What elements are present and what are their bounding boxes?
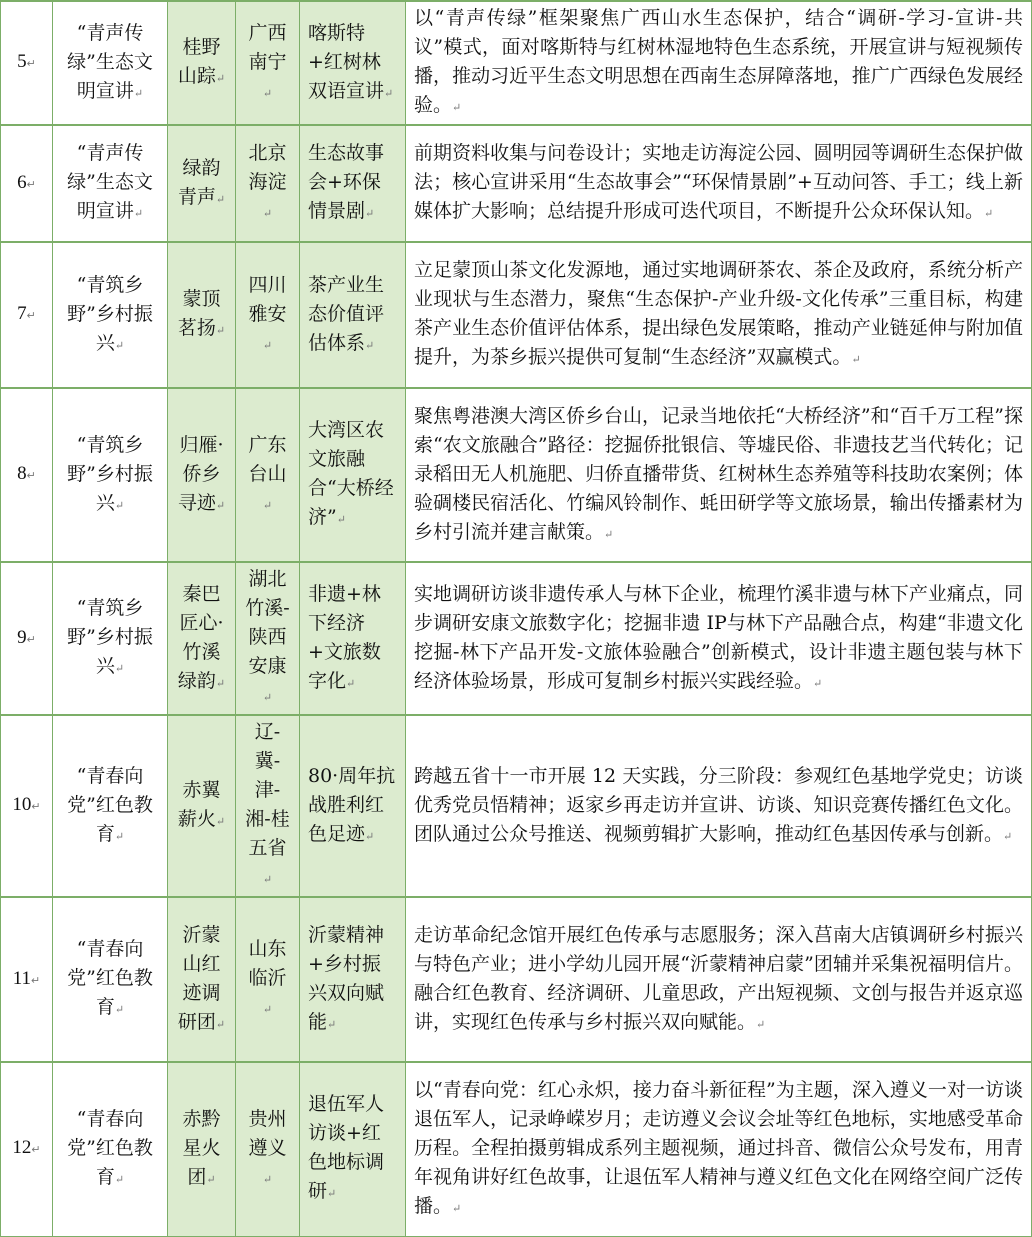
team-name: 归雁·侨乡寻迹 — [177, 433, 224, 514]
focus-text: 喀斯特+红树林双语宣讲 — [308, 21, 385, 102]
team-cell: 秦巴匠心·竹溪绿韵↵ — [168, 562, 236, 715]
team-name: 沂蒙山红迹调研团 — [177, 923, 221, 1033]
theme-text: “青春向党”红色教育 — [67, 1107, 153, 1188]
row-number-cell: 6↵ — [1, 125, 53, 242]
theme-cell: “青筑乡野”乡村振兴↵ — [53, 242, 168, 388]
row-number: 5 — [17, 51, 27, 72]
row-number: 12 — [12, 1137, 32, 1159]
table-row — [1, 715, 1032, 897]
description-text: 聚焦粤港澳大湾区侨乡台山，记录当地依托“大桥经济”和“百千万工程”探索“农文旅融合”路径：挖掘侨批银信、等墟民俗、非遗技艺当代转化；记录稻田无人机施肥、归侨直播带货、红树林生态养殖等科技助农案例；体验碉楼民宿活化、竹编风铃制作、蚝田研学等文旅场景，输出传播素材为乡村引流并建言献策。 — [414, 404, 1023, 543]
location-cell: 北京海淀↵ — [236, 125, 300, 242]
team-cell: 沂蒙山红迹调研团↵ — [168, 897, 236, 1062]
focus-cell: 退伍军人访谈+红色地标调研↵ — [300, 1062, 406, 1236]
table-row — [1, 242, 1032, 388]
theme-cell: “青春向党”红色教育↵ — [53, 1062, 168, 1236]
table-left-edge — [0, 0, 1, 1166]
focus-cell: 喀斯特+红树林双语宣讲↵ — [300, 1, 406, 125]
theme-cell: “青春向党”红色教育↵ — [53, 897, 168, 1062]
location-text: 湖北竹溪-陕西安康 — [245, 568, 290, 677]
team-cell: 绿韵青声↵ — [168, 125, 236, 242]
location-cell: 四川雅安↵ — [236, 242, 300, 388]
description-cell: 走访革命纪念馆开展红色传承与志愿服务；深入莒南大店镇调研乡村振兴与特色产业；进小学幼儿园开展“沂蒙精神启蒙”团辅并采集祝福明信片。融合红色教育、经济调研、儿童思政，产出短视频、文创与报告并返京巡讲，实现红色传承与乡村振兴双向赋能。↵ — [406, 897, 1032, 1062]
team-name: 绿韵青声 — [177, 156, 221, 208]
focus-cell: 生态故事会+环保情景剧↵ — [300, 125, 406, 242]
focus-text: 沂蒙精神+乡村振兴双向赋能 — [308, 923, 385, 1033]
description-text: 立足蒙顶山茶文化发源地，通过实地调研茶农、茶企及政府，系统分析产业现状与生态潜力，聚焦“生态保护-产业升级-文化传承”三重目标，构建茶产业生态价值评估体系，提出绿色发展策略，推动产业链延伸与附加值提升，为茶乡振兴提供可复制“生态经济”双赢模式。 — [414, 259, 1023, 368]
table-row — [1, 1062, 1032, 1236]
theme-cell: “青筑乡野”乡村振兴↵ — [53, 562, 168, 715]
focus-text: 退伍军人访谈+红色地标调研 — [308, 1093, 385, 1203]
table-row — [1, 562, 1032, 715]
table-row — [1, 388, 1032, 562]
team-cell: 归雁·侨乡寻迹↵ — [168, 388, 236, 562]
focus-cell: 沂蒙精神+乡村振兴双向赋能↵ — [300, 897, 406, 1062]
focus-text: 茶产业生态价值评估体系 — [308, 273, 385, 354]
location-cell: 贵州遵义↵ — [236, 1062, 300, 1236]
location-cell: 山东临沂↵ — [236, 897, 300, 1062]
team-cell: 桂野山踪↵ — [168, 1, 236, 125]
description-cell: 以“青声传绿”框架聚焦广西山水生态保护，结合“调研-学习-宣讲-共议”模式，面对喀斯特与红树林湿地特色生态系统，开展宣讲与短视频传播，推动习近平生态文明思想在西南生态屏障落地，推广广西绿色发展经验。↵ — [406, 1, 1032, 125]
row-number-cell: 9↵ — [1, 562, 53, 715]
row-number: 6 — [17, 171, 27, 193]
focus-cell: 大湾区农文旅融合“大桥经济”↵ — [300, 388, 406, 562]
description-text: 跨越五省十一市开展 12 天实践，分三阶段：参观红色基地学党史；访谈优秀党员悟精神；返家乡再走访并宣讲、访谈、知识竞赛传播红色文化。团队通过公众号推送、视频剪辑扩大影响，推动红色基因传承与创新。 — [414, 764, 1023, 845]
row-number-cell: 5↵ — [1, 1, 53, 125]
table-row — [1, 1, 1032, 125]
location-cell: 湖北竹溪-陕西安康↵ — [236, 562, 300, 715]
description-cell: 前期资料收集与问卷设计；实地走访海淀公园、圆明园等调研生态保护做法；核心宣讲采用“生态故事会”“环保情景剧”+互动问答、手工；线上新媒体扩大影响；总结提升形成可迭代项目，不断提升公众环保认知。↵ — [406, 125, 1032, 242]
location-cell: 辽-冀-津-湘-桂五省↵ — [236, 715, 300, 897]
focus-text: 生态故事会+环保情景剧 — [308, 142, 385, 222]
row-number-cell: 7↵ — [1, 242, 53, 388]
focus-cell: 茶产业生态价值评估体系↵ — [300, 242, 406, 388]
focus-cell: 80·周年抗战胜利红色足迹↵ — [300, 715, 406, 897]
description-cell: 聚焦粤港澳大湾区侨乡台山，记录当地依托“大桥经济”和“百千万工程”探索“农文旅融合”路径：挖掘侨批银信、等墟民俗、非遗技艺当代转化；记录稻田无人机施肥、归侨直播带货、红树林生态养殖等科技助农案例；体验碉楼民宿活化、竹编风铃制作、蚝田研学等文旅场景，输出传播素材为乡村引流并建言献策。↵ — [406, 388, 1032, 562]
location-text: 四川雅安 — [248, 273, 287, 325]
description-text: 实地调研访谈非遗传承人与林下企业，梳理竹溪非遗与林下产业痛点，同步调研安康文旅数字化；挖掘非遗 IP与林下产品融合点，构建“非遗文化挖掘-林下产品开发-文旅体验融合”创新模式，设计非遗主题包装与林下经济体验场景，形成可复制乡村振兴实践经验。 — [414, 582, 1023, 692]
table-row — [1, 897, 1032, 1062]
theme-text: “青春向党”红色教育 — [67, 938, 153, 1018]
row-number: 11 — [12, 967, 32, 989]
description-cell: 实地调研访谈非遗传承人与林下企业，梳理竹溪非遗与林下产业痛点，同步调研安康文旅数字化；挖掘非遗 IP与林下产品融合点，构建“非遗文化挖掘-林下产品开发-文旅体验融合”创新模式，设计非遗主题包装与林下经济体验场景，形成可复制乡村振兴实践经验。↵ — [406, 562, 1032, 715]
theme-cell: “青筑乡野”乡村振兴↵ — [53, 388, 168, 562]
team-name: 秦巴匠心·竹溪绿韵 — [177, 582, 224, 692]
description-cell: 跨越五省十一市开展 12 天实践，分三阶段：参观红色基地学党史；访谈优秀党员悟精神；返家乡再走访并宣讲、访谈、知识竞赛传播红色文化。团队通过公众号推送、视频剪辑扩大影响，推动红色基因传承与创新。↵ — [406, 715, 1032, 897]
focus-text: 80·周年抗战胜利红色足迹 — [308, 764, 396, 845]
description-text: 以“青春向党：红心永炽，接力奋斗新征程”为主题，深入遵义一对一访谈退伍军人，记录峥嵘岁月；走访遵义会议会址等红色地标，实地感受革命历程。全程拍摄剪辑成系列主题视频，通过抖音、微信公众号发布，用青年视角讲好红色故事，让退伍军人精神与遵义红色文化在网络空间广泛传播。 — [414, 1078, 1023, 1217]
theme-text: “青筑乡野”乡村振兴 — [67, 597, 153, 677]
location-text: 山东临沂 — [248, 938, 287, 989]
location-text: 贵州遵义 — [248, 1107, 287, 1159]
team-cell: 蒙顶茗扬↵ — [168, 242, 236, 388]
location-cell: 广东台山↵ — [236, 388, 300, 562]
team-cell: 赤黔星火团↵ — [168, 1062, 236, 1236]
location-text: 辽-冀-津-湘-桂五省 — [245, 721, 290, 859]
team-name: 蒙顶茗扬 — [177, 288, 221, 339]
row-number-cell: 11↵ — [1, 897, 53, 1062]
location-text: 北京海淀 — [248, 142, 287, 193]
row-number-cell: 10↵ — [1, 715, 53, 897]
description-cell: 以“青春向党：红心永炽，接力奋斗新征程”为主题，深入遵义一对一访谈退伍军人，记录峥嵘岁月；走访遵义会议会址等红色地标，实地感受革命历程。全程拍摄剪辑成系列主题视频，通过抖音、微信公众号发布，用青年视角讲好红色故事，让退伍军人精神与遵义红色文化在网络空间广泛传播。↵ — [406, 1062, 1032, 1236]
description-text: 走访革命纪念馆开展红色传承与志愿服务；深入莒南大店镇调研乡村振兴与特色产业；进小学幼儿园开展“沂蒙精神启蒙”团辅并采集祝福明信片。融合红色教育、经济调研、儿童思政，产出短视频、文创与报告并返京巡讲，实现红色传承与乡村振兴双向赋能。 — [414, 923, 1023, 1033]
team-name: 桂野山踪 — [177, 36, 221, 87]
location-cell: 广西南宁↵ — [236, 1, 300, 125]
theme-cell: “青声传绿”生态文明宣讲↵ — [53, 1, 168, 125]
location-text: 广东台山 — [248, 433, 287, 485]
theme-text: “青春向党”红色教育 — [67, 764, 153, 845]
description-cell: 立足蒙顶山茶文化发源地，通过实地调研茶农、茶企及政府，系统分析产业现状与生态潜力，聚焦“生态保护-产业升级-文化传承”三重目标，构建茶产业生态价值评估体系，提出绿色发展策略，推动产业链延伸与附加值提升，为茶乡振兴提供可复制“生态经济”双赢模式。↵ — [406, 242, 1032, 388]
theme-text: “青声传绿”生态文明宣讲 — [67, 21, 153, 102]
location-text: 广西南宁 — [248, 21, 287, 73]
team-name: 赤翼薪火 — [177, 779, 221, 830]
theme-cell: “青春向党”红色教育↵ — [53, 715, 168, 897]
focus-cell: 非遗+林下经济+文旅数字化↵ — [300, 562, 406, 715]
description-text: 以“青声传绿”框架聚焦广西山水生态保护，结合“调研-学习-宣讲-共议”模式，面对喀斯特与红树林湿地特色生态系统，开展宣讲与短视频传播，推动习近平生态文明思想在西南生态屏障落地，推广广西绿色发展经验。 — [414, 7, 1023, 116]
focus-text: 大湾区农文旅融合“大桥经济” — [308, 419, 394, 528]
row-number-cell: 8↵ — [1, 388, 53, 562]
row-number: 9 — [17, 626, 27, 648]
focus-text: 非遗+林下经济+文旅数字化 — [308, 582, 381, 692]
team-cell: 赤翼薪火↵ — [168, 715, 236, 897]
table-row — [1, 125, 1032, 242]
row-number: 8 — [17, 463, 27, 484]
row-number-cell: 12↵ — [1, 1062, 53, 1236]
row-number: 10 — [12, 794, 32, 815]
row-number: 7 — [17, 303, 27, 324]
theme-cell: “青声传绿”生态文明宣讲↵ — [53, 125, 168, 242]
description-text: 前期资料收集与问卷设计；实地走访海淀公园、圆明园等调研生态保护做法；核心宣讲采用“生态故事会”“环保情景剧”+互动问答、手工；线上新媒体扩大影响；总结提升形成可迭代项目，不断提升公众环保认知。 — [414, 142, 1023, 222]
theme-text: “青筑乡野”乡村振兴 — [67, 433, 153, 514]
team-name: 赤黔星火团 — [182, 1107, 221, 1188]
theme-text: “青声传绿”生态文明宣讲 — [67, 142, 153, 222]
theme-text: “青筑乡野”乡村振兴 — [67, 273, 153, 354]
